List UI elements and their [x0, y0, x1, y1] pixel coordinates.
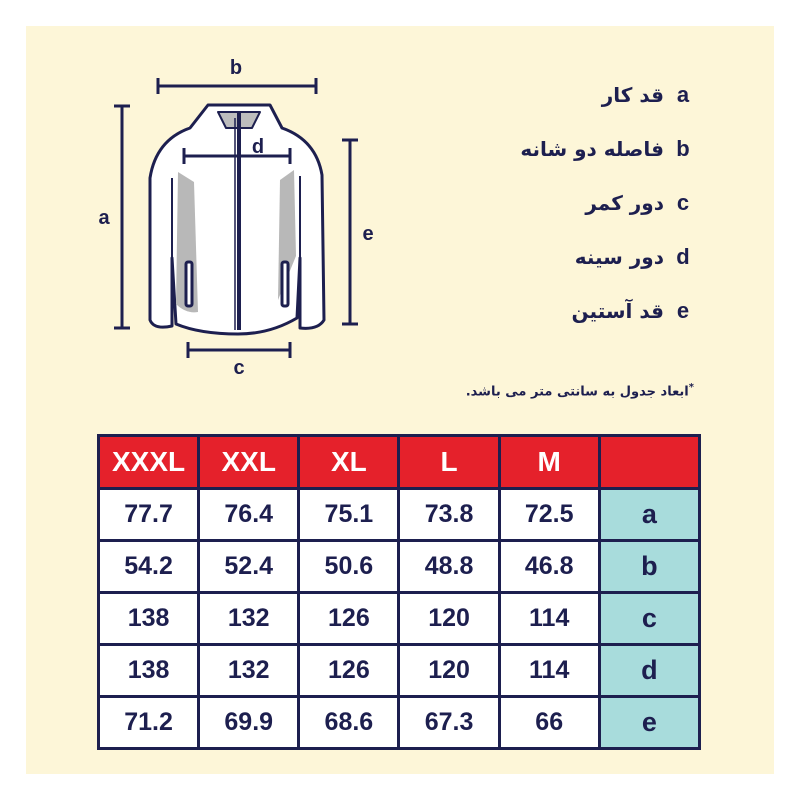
row-key-cell: e: [599, 697, 699, 749]
table-row: [99, 593, 700, 645]
label-e: e: [362, 223, 374, 245]
table-cell: 138: [99, 645, 199, 697]
measure-line-b: [158, 78, 316, 94]
table-header-row: [99, 436, 700, 489]
table-cell: 132: [199, 645, 299, 697]
legend-item-a: [364, 68, 694, 122]
legend-letter: b: [676, 136, 690, 161]
table-cell: 138: [99, 593, 199, 645]
table-cell: 52.4: [199, 541, 299, 593]
size-header: M: [499, 436, 599, 489]
table-cell: 126: [299, 593, 399, 645]
legend-item-d: [364, 230, 694, 284]
table-cell: 46.8: [499, 541, 599, 593]
legend-text: فاصله دو شانه: [520, 137, 664, 161]
note-text: ابعاد جدول به سانتی متر می باشد.: [465, 384, 689, 400]
table-cell: 48.8: [399, 541, 499, 593]
table-cell: 72.5: [499, 489, 599, 541]
size-header: L: [399, 436, 499, 489]
legend-text: قد آستین: [571, 299, 664, 323]
row-key-cell: c: [599, 593, 699, 645]
size-table: [97, 434, 701, 750]
legend-item-b: [364, 122, 694, 176]
label-c: c: [233, 357, 245, 379]
table-cell: 120: [399, 593, 499, 645]
measure-line-a: [114, 106, 130, 328]
measure-line-e: [342, 140, 358, 324]
measurement-legend: [364, 68, 694, 338]
jacket-illustration: [150, 105, 324, 334]
note-marker: *: [688, 382, 694, 393]
table-row: [99, 645, 700, 697]
table-cell: 68.6: [299, 697, 399, 749]
table-cell: 71.2: [99, 697, 199, 749]
row-key-cell: a: [599, 489, 699, 541]
table-cell: 66: [499, 697, 599, 749]
table-cell: 75.1: [299, 489, 399, 541]
table-cell: 69.9: [199, 697, 299, 749]
table-cell: 73.8: [399, 489, 499, 541]
corner-header-cell: [599, 436, 699, 489]
legend-item-c: [364, 176, 694, 230]
table-cell: 50.6: [299, 541, 399, 593]
table-row: [99, 489, 700, 541]
label-a: a: [98, 207, 110, 229]
measure-line-c: [188, 342, 290, 358]
size-header: XXL: [199, 436, 299, 489]
legend-text: دور سینه: [574, 245, 664, 269]
table-row: [99, 697, 700, 749]
row-key-cell: b: [599, 541, 699, 593]
row-key-cell: d: [599, 645, 699, 697]
table-cell: 114: [499, 645, 599, 697]
label-d: d: [251, 136, 265, 158]
table-cell: 67.3: [399, 697, 499, 749]
size-header: XXXL: [99, 436, 199, 489]
label-b: b: [229, 57, 243, 79]
table-cell: 76.4: [199, 489, 299, 541]
table-row: [99, 541, 700, 593]
units-note: [466, 382, 694, 399]
table-cell: 114: [499, 593, 599, 645]
table-cell: 132: [199, 593, 299, 645]
table-cell: 77.7: [99, 489, 199, 541]
legend-letter: e: [676, 298, 690, 323]
legend-item-e: [364, 284, 694, 338]
legend-letter: d: [676, 244, 690, 269]
table-cell: 126: [299, 645, 399, 697]
legend-text: دور کمر: [585, 191, 664, 215]
table-cell: 54.2: [99, 541, 199, 593]
table-cell: 120: [399, 645, 499, 697]
legend-text: قد کار: [601, 83, 664, 107]
legend-letter: a: [676, 82, 690, 107]
legend-letter: c: [676, 190, 690, 215]
size-header: XL: [299, 436, 399, 489]
